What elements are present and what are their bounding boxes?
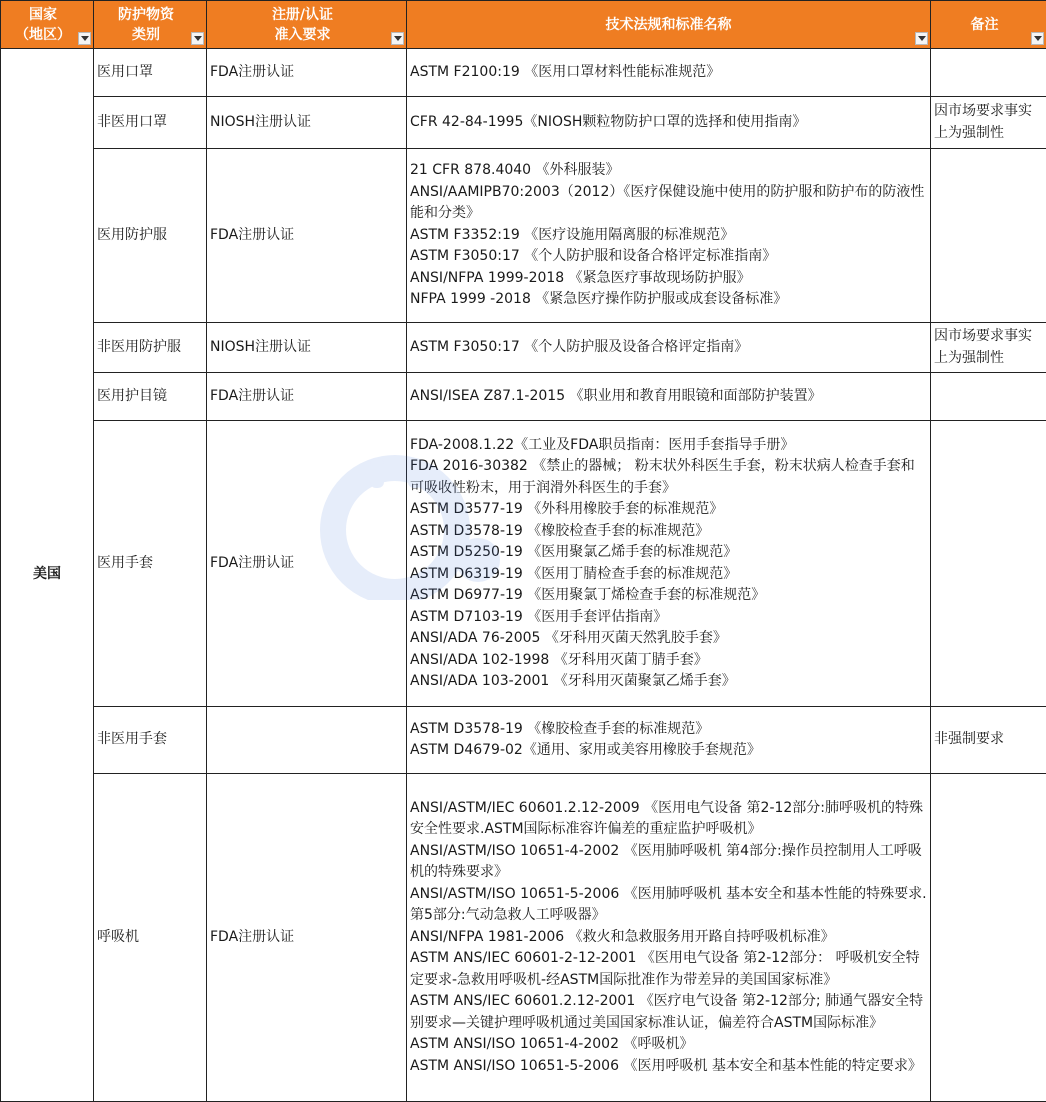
- standards-cell[interactable]: [407, 323, 931, 373]
- remark-cell[interactable]: 因市场要求事实上为强制性: [931, 323, 1046, 373]
- filter-dropdown-icon[interactable]: [915, 32, 928, 45]
- standard-item: FDA 2016-30382 《禁止的器械； 粉末状外科医生手套，粉末状病人检查手套和可吸收性粉末，用于润滑外科医生的手套》: [410, 458, 915, 496]
- standard-item: ASTM ANSI/ISO 10651-4-2002 《呼吸机》: [410, 1036, 694, 1053]
- header-remarks-label: 备注: [970, 16, 999, 33]
- standard-item: ASTM D4679-02《通用、家用或美容用橡胶手套规范》: [410, 742, 761, 758]
- requirement-cell[interactable]: FDA注册认证: [207, 421, 407, 707]
- filter-dropdown-icon[interactable]: [78, 32, 91, 45]
- remark-cell[interactable]: [931, 49, 1046, 97]
- category-cell[interactable]: 非医用防护服: [94, 323, 207, 373]
- header-requirement-label: 注册/认证 准入要求: [271, 6, 334, 43]
- standard-item: ASTM D3578-19 《橡胶检查手套的标准规范》: [410, 522, 710, 539]
- header-country-label: 国家 （地区）: [15, 6, 71, 43]
- category-cell[interactable]: 非医用手套: [94, 707, 207, 774]
- category-cell[interactable]: 医用护目镜: [94, 373, 207, 421]
- header-category: [94, 1, 207, 49]
- header-requirement: [207, 1, 407, 49]
- header-remarks: [931, 1, 1046, 49]
- remark-cell[interactable]: [931, 421, 1046, 707]
- standard-item: ANSI/ADA 103-2001 《牙科用灭菌聚氯乙烯手套》: [410, 673, 736, 689]
- standards-cell[interactable]: [407, 49, 931, 97]
- filter-dropdown-icon[interactable]: [191, 32, 204, 45]
- category-cell[interactable]: 非医用口罩: [94, 97, 207, 149]
- table-body: [1, 49, 1046, 1102]
- table-row: [1, 373, 1046, 421]
- standard-item: ANSI/ADA 102-1998 《牙科用灭菌丁腈手套》: [410, 651, 708, 668]
- standard-item: ASTM ANSI/ISO 10651-5-2006 《医用呼吸机 基本安全和基本性能的特定要求》: [410, 1057, 922, 1074]
- standard-item: ASTM F3352:19 《医疗设施用隔离服的标准规范》: [410, 226, 735, 243]
- standard-item: ANSI/AAMIPB70:2003（2012）《医疗保健设施中使用的防护服和防护布的防液性能和分类》: [410, 183, 925, 222]
- category-cell[interactable]: 医用口罩: [94, 49, 207, 97]
- header-standards: [407, 1, 931, 49]
- standard-item: ANSI/ISEA Z87.1-2015 《职业用和教育用眼镜和面部防护装置》: [410, 387, 822, 404]
- remark-cell[interactable]: [931, 149, 1046, 323]
- standard-item: FDA-2008.1.22《工业及FDA职员指南：医用手套指导手册》: [410, 436, 795, 453]
- table-row: [1, 149, 1046, 323]
- standards-cell[interactable]: [407, 373, 931, 421]
- standard-item: ASTM ANS/IEC 60601-2-12-2001 《医用电气设备 第2-12部分： 呼吸机安全特定要求-急救用呼吸机-经ASTM国际批准作为带差异的美国国家标准》: [410, 950, 920, 988]
- standard-item: 21 CFR 878.4040 《外科服装》: [410, 162, 620, 179]
- table-row: [1, 774, 1046, 1102]
- requirement-cell[interactable]: FDA注册认证: [207, 373, 407, 421]
- country-cell[interactable]: 美国: [1, 49, 94, 1102]
- filter-dropdown-icon[interactable]: [391, 32, 404, 45]
- standard-item: ANSI/NFPA 1981-2006 《救火和急救服务用开路自持呼吸机标准》: [410, 928, 835, 945]
- requirement-cell[interactable]: NIOSH注册认证: [207, 97, 407, 149]
- standards-cell[interactable]: [407, 149, 931, 323]
- header-country: [1, 1, 94, 49]
- standard-item: CFR 42-84-1995《NIOSH颗粒物防护口罩的选择和使用指南》: [410, 113, 807, 130]
- category-cell[interactable]: 医用防护服: [94, 149, 207, 323]
- standards-cell[interactable]: [407, 421, 931, 707]
- requirement-cell[interactable]: FDA注册认证: [207, 149, 407, 323]
- header-category-label: 防护物资 类别: [118, 6, 174, 43]
- standard-item: ANSI/ASTM/ISO 10651-4-2002 《医用肺呼吸机 第4部分:操作员控制用人工呼吸机的特殊要求》: [410, 842, 922, 881]
- requirement-cell[interactable]: [207, 707, 407, 774]
- standard-item: ASTM D3577-19 《外科用橡胶手套的标准规范》: [410, 501, 724, 517]
- table-row: [1, 707, 1046, 774]
- header-standards-label: 技术法规和标准名称: [605, 16, 732, 33]
- category-cell[interactable]: 呼吸机: [94, 774, 207, 1102]
- standard-item: ASTM F2100:19 《医用口罩材料性能标准规范》: [410, 63, 721, 80]
- category-cell[interactable]: 医用手套: [94, 421, 207, 707]
- standard-item: ASTM F3050:17 《个人防护服和设备合格评定标准指南》: [410, 248, 777, 265]
- requirement-cell[interactable]: NIOSH注册认证: [207, 323, 407, 373]
- standards-cell[interactable]: [407, 97, 931, 149]
- requirement-cell[interactable]: FDA注册认证: [207, 774, 407, 1102]
- standards-cell[interactable]: [407, 774, 931, 1102]
- standard-item: ASTM D7103-19 《医用手套评估指南》: [410, 608, 668, 625]
- remark-cell[interactable]: 非强制要求: [931, 707, 1046, 774]
- standards-cell[interactable]: [407, 707, 931, 774]
- remark-cell[interactable]: [931, 774, 1046, 1102]
- standard-item: ASTM D6319-19 《医用丁腈检查手套的标准规范》: [410, 565, 738, 582]
- table-row: [1, 97, 1046, 149]
- standard-item: ANSI/NFPA 1999-2018 《紧急医疗事故现场防护服》: [410, 269, 751, 286]
- table-row: [1, 49, 1046, 97]
- standard-item: ASTM F3050:17 《个人防护服及设备合格评定指南》: [410, 338, 749, 355]
- standard-item: ASTM D5250-19 《医用聚氯乙烯手套的标准规范》: [410, 544, 738, 560]
- table-row: [1, 323, 1046, 373]
- standard-item: ANSI/ADA 76-2005 《牙科用灭菌天然乳胶手套》: [410, 630, 727, 646]
- standard-item: ASTM ANS/IEC 60601.2.12-2001 《医疗电气设备 第2-12部分; 肺通气器安全特别要求—关键护理呼吸机通过美国国家标准认证，偏差符合ASTM国际标准》: [410, 993, 924, 1031]
- standard-item: ASTM D6977-19 《医用聚氯丁烯检查手套的标准规范》: [410, 587, 766, 603]
- remark-cell[interactable]: [931, 373, 1046, 421]
- standard-item: ANSI/ASTM/IEC 60601.2.12-2009 《医用电气设备 第2-12部分:肺呼吸机的特殊安全性要求.ASTM国际标准容许偏差的重症监护呼吸机》: [410, 799, 924, 838]
- standard-item: ANSI/ASTM/ISO 10651-5-2006 《医用肺呼吸机 基本安全和基本性能的特殊要求.第5部分:气动急救人工呼吸器》: [410, 885, 927, 924]
- requirement-cell[interactable]: FDA注册认证: [207, 49, 407, 97]
- filter-dropdown-icon[interactable]: [1031, 32, 1044, 45]
- remark-cell[interactable]: 因市场要求事实上为强制性: [931, 97, 1046, 149]
- table-row: [1, 421, 1046, 707]
- header-row: [1, 1, 1046, 49]
- standard-item: NFPA 1999 -2018 《紧急医疗操作防护服或成套设备标准》: [410, 291, 788, 308]
- standard-item: ASTM D3578-19 《橡胶检查手套的标准规范》: [410, 720, 710, 737]
